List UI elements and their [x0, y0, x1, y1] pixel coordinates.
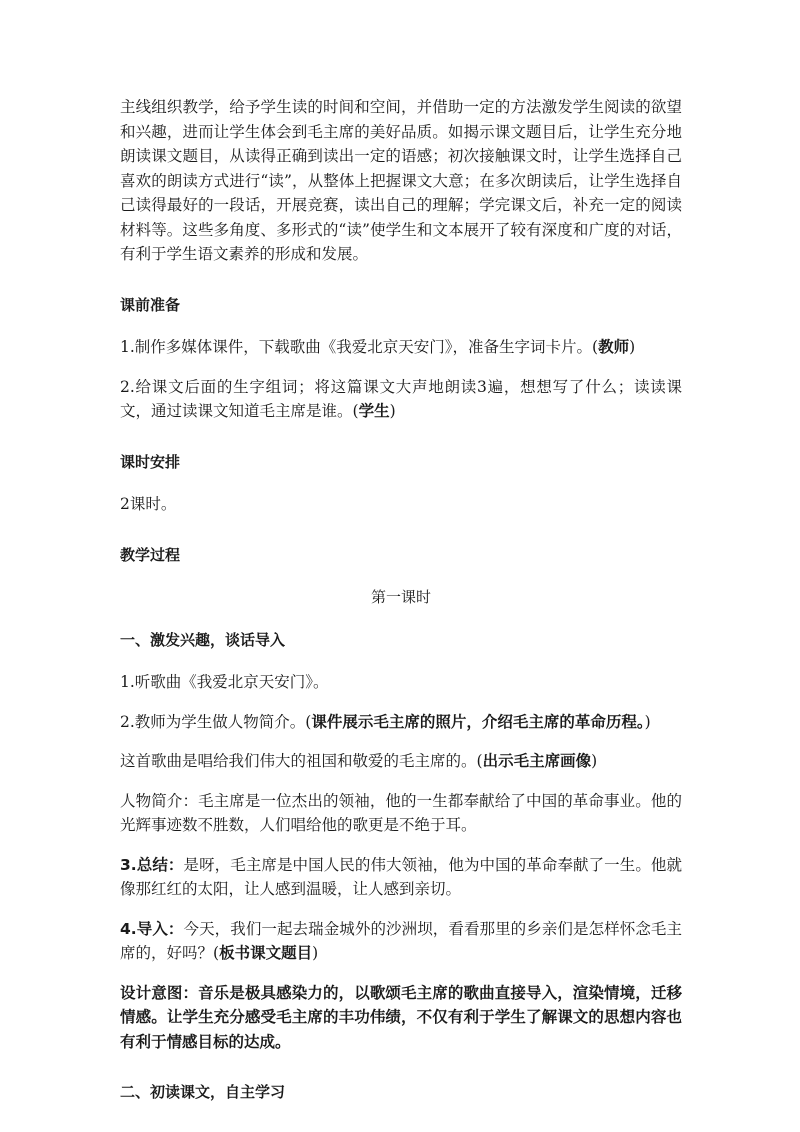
prep-item-1	[120, 335, 682, 360]
section-1-item-4-note: 板书课文题目	[219, 944, 313, 962]
section-1-song	[120, 749, 682, 774]
section-1-item-2-text: 2.教师为学生做人物简介。(	[120, 712, 312, 731]
prep-heading: 课前准备	[120, 295, 181, 314]
section-1-item-4	[120, 917, 682, 966]
section-1-song-note: 出示毛主席画像	[482, 752, 592, 770]
intro-paragraph: 主线组织教学，给予学生读的时间和空间，并借助一定的方法激发学生阅读的欲望和兴趣，进而让学生体会到毛主席的美好品质。如揭示课文题目后，让学生充分地朗读课文题目，从读得正确到读出一定的语感；初次接触课文时，让学生选择自己喜欢的朗读方式进行“读”，从整体上把握课文大意；在多次朗读后，让学生选择自己读得最好的一段话，开展竞赛，读出自己的理解；学完课文后，补充一定的阅读材料等。这些多角度、多形式的“读”使学生和文本展开了较有深度和广度的对话，有利于学生语文素养的形成和发展。	[120, 98, 682, 263]
design-intent: 设计意图：音乐是极具感染力的，以歌颂毛主席的歌曲直接导入，渲染情境，迁移情感。让学生充分感受毛主席的丰功伟绩，不仅有利于学生了解课文的思想内容也有利于情感目标的达成。	[120, 983, 682, 1051]
section-1-song-close: )	[591, 752, 598, 770]
section-1-item-4-close: )	[312, 944, 319, 962]
prep-item-1-close: )	[629, 338, 636, 356]
document-body	[120, 95, 682, 1123]
prep-item-2-text: 2.给课文后面的生字组词；将这篇课文大声地朗读3遍，想想写了什么；读读课文，通过读课文知道毛主席是谁。(	[120, 377, 682, 420]
lesson-title: 第一课时	[370, 588, 431, 606]
section-1-item-3-label: 3.总结：	[120, 855, 184, 874]
section-1-item-4-label: 4.导入：	[120, 919, 184, 938]
section-1-item-3	[120, 853, 682, 902]
section-1-item-2	[120, 710, 682, 735]
prep-item-1-text: 1.制作多媒体课件，下载歌曲《我爱北京天安门》，准备生字词卡片。(	[120, 338, 599, 356]
section-1-item-1: 1.听歌曲《我爱北京天安门》。	[120, 673, 329, 691]
section-1-item-4-text: 今天，我们一起去瑞金城外的沙洲坝，看看那里的乡亲们是怎样怀念毛主席的，好吗？(	[120, 919, 682, 962]
section-1-item-2-close: )	[644, 712, 651, 731]
section-2-heading: 二、初读课文，自主学习	[120, 1083, 286, 1101]
schedule-heading: 课时安排	[120, 452, 181, 471]
prep-item-2-close: )	[389, 402, 396, 420]
prep-item-2	[120, 375, 682, 424]
section-1-item-2-note: 课件展示毛主席的照片，介绍毛主席的革命历程。	[311, 712, 645, 731]
prep-item-1-role: 教师	[598, 338, 630, 356]
section-1-item-3-text: 是呀，毛主席是中国人民的伟大领袖，他为中国的革命奉献了一生。他就像那红红的太阳，让人感到温暖，让人感到亲切。	[120, 855, 682, 898]
schedule-text: 2课时。	[120, 495, 177, 513]
section-1-song-text: 这首歌曲是唱给我们伟大的祖国和敬爱的毛主席的。(	[120, 752, 483, 770]
section-1-heading: 一、激发兴趣，谈话导入	[120, 630, 286, 649]
section-1-bio: 人物简介：毛主席是一位杰出的领袖，他的一生都奉献给了中国的革命事业。他的光辉事迹数不胜数，人们唱给他的歌更是不绝于耳。	[120, 791, 682, 834]
prep-item-2-role: 学生	[358, 402, 390, 420]
process-heading: 教学过程	[120, 545, 181, 564]
